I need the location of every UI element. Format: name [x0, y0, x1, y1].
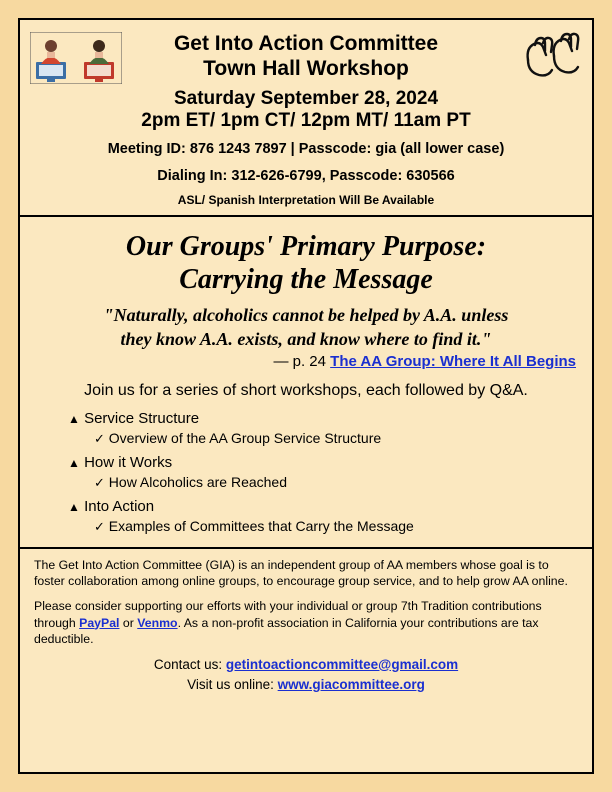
agenda-item	[68, 454, 578, 473]
quote-line-2: they know A.A. exists, and know where to find it."	[120, 328, 492, 349]
quote	[40, 304, 572, 351]
support-or: or	[119, 615, 138, 630]
meeting-id-line: Meeting ID: 876 1243 7897 | Passcode: gia (all lower case)	[107, 141, 505, 158]
support-text-1: Please consider supporting our efforts with your individual or group 7th Tradition contributions through	[34, 598, 542, 630]
agenda-subitem	[94, 474, 578, 492]
quote-attribution	[34, 353, 578, 370]
asl-hands-icon	[522, 30, 582, 82]
attribution-source-link[interactable]: The AA Group: Where It All Begins	[330, 352, 576, 370]
contact-label: Contact us:	[153, 656, 226, 672]
footer-section	[20, 549, 592, 700]
dialing-line: Dialing In: 312-626-6799, Passcode: 630566	[157, 167, 455, 184]
agenda-item	[68, 410, 578, 429]
contact-email-link[interactable]: getintoactioncommittee@gmail.com	[225, 656, 459, 672]
agenda-subitem	[94, 430, 578, 448]
website-link[interactable]: www.giacommittee.org	[277, 676, 425, 692]
agenda-item-title: Into Action	[84, 498, 155, 516]
about-paragraph: The Get Into Action Committee (GIA) is an independent group of AA members whose goal is to foster collaboration among online groups, to encourage group service, and to help grow AA online.	[34, 557, 568, 589]
contact-line	[34, 656, 578, 674]
check-bullet-icon: ✓	[94, 474, 105, 490]
support-text-2: . As a non-profit association in California your contributions are tax deductible.	[34, 615, 539, 647]
triangle-bullet-icon: ▲	[68, 411, 80, 426]
agenda-subitem-text: How Alcoholics are Reached	[108, 473, 288, 490]
visit-line	[34, 676, 578, 694]
agenda-item-title: How it Works	[84, 454, 173, 472]
title-line-2: Town Hall Workshop	[203, 56, 409, 80]
venmo-link[interactable]: Venmo	[137, 615, 178, 630]
agenda-item-title: Service Structure	[84, 409, 200, 427]
body-section	[20, 217, 592, 548]
quote-line-1: "Naturally, alcoholics cannot be helped by A.A. unless	[103, 305, 509, 326]
check-bullet-icon: ✓	[94, 430, 105, 446]
header-section	[20, 20, 592, 217]
interpretation-note: ASL/ Spanish Interpretation Will Be Available	[177, 193, 435, 208]
agenda-item	[68, 498, 578, 517]
flyer	[18, 18, 594, 774]
attribution-page: — p. 24	[273, 352, 331, 370]
agenda-list	[68, 410, 578, 536]
support-paragraph	[34, 598, 578, 648]
agenda-subitem-text: Examples of Committees that Carry the Message	[108, 518, 414, 535]
agenda-subitem	[94, 518, 578, 536]
triangle-bullet-icon: ▲	[68, 456, 80, 471]
theme-line-2: Carrying the Message	[179, 263, 433, 295]
event-times: 2pm ET/ 1pm CT/ 12pm MT/ 11am PT	[141, 110, 471, 132]
check-bullet-icon: ✓	[94, 519, 105, 535]
triangle-bullet-icon: ▲	[68, 500, 80, 515]
theme-line-1: Our Groups' Primary Purpose:	[125, 231, 487, 263]
agenda-subitem-text: Overview of the AA Group Service Structure	[108, 429, 382, 446]
visit-label: Visit us online:	[187, 676, 278, 692]
paypal-link[interactable]: PayPal	[79, 615, 120, 630]
title-line-1: Get Into Action Committee	[173, 32, 439, 55]
two-people-at-computers-illustration	[30, 32, 122, 84]
theme-heading	[34, 231, 578, 296]
join-invitation: Join us for a series of short workshops, each followed by Q&A.	[84, 381, 528, 399]
event-date: Saturday September 28, 2024	[173, 87, 439, 109]
